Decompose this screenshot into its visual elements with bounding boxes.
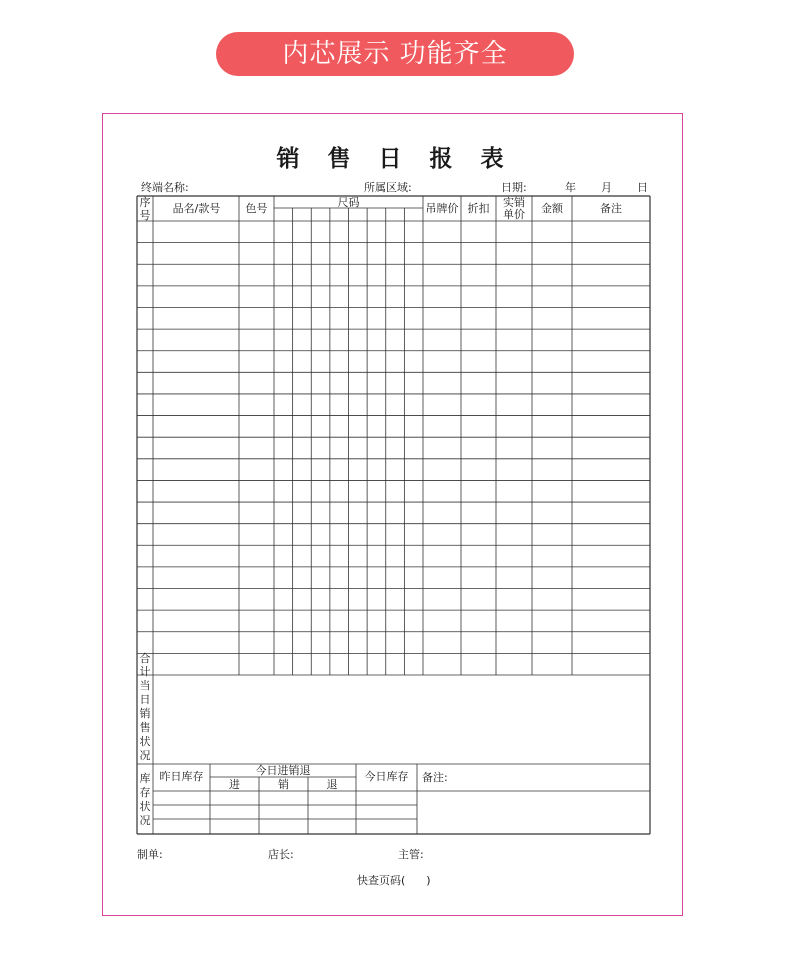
header-remarks: 备注 (600, 202, 622, 215)
inventory-sold: 销 (278, 778, 289, 791)
footer-manager: 店长: (268, 848, 294, 861)
header-seq: 序号 (139, 196, 151, 222)
footer-maker: 制单: (137, 848, 163, 861)
terminal-label: 终端名称: (141, 181, 189, 194)
header-discount: 折扣 (467, 202, 490, 215)
month-label: 月 (601, 181, 612, 194)
region-label: 所属区域: (364, 181, 412, 194)
header-tag-price: 吊牌价 (425, 202, 459, 215)
form-title: 销 售 日 报 表 (276, 146, 514, 172)
date-label: 日期: (501, 181, 527, 194)
banner: 内芯展示 功能齐全 (216, 32, 574, 76)
day-label: 日 (637, 181, 648, 194)
inventory-yesterday: 昨日库存 (159, 770, 204, 783)
inventory-today-io: 今日进销退 (255, 764, 311, 777)
header-amount: 金额 (541, 202, 563, 215)
daily-status-label: 当日销售状况 (139, 679, 151, 762)
header-product: 品名/款号 (172, 202, 221, 215)
header-size: 尺码 (337, 196, 360, 209)
total-label: 合计 (139, 652, 151, 678)
inventory-returned: 退 (326, 778, 338, 791)
inventory-today: 今日库存 (364, 770, 409, 783)
header-actual-price: 实销单价 (503, 196, 525, 221)
footer-supervisor: 主管: (398, 848, 424, 861)
year-label: 年 (565, 181, 576, 194)
inventory-in: 进 (229, 778, 240, 791)
header-color: 色号 (245, 202, 268, 215)
inventory-label: 库存状况 (139, 772, 151, 827)
inventory-remarks: 备注: (422, 771, 448, 784)
footer-page-code: 快查页码( ) (357, 874, 431, 887)
